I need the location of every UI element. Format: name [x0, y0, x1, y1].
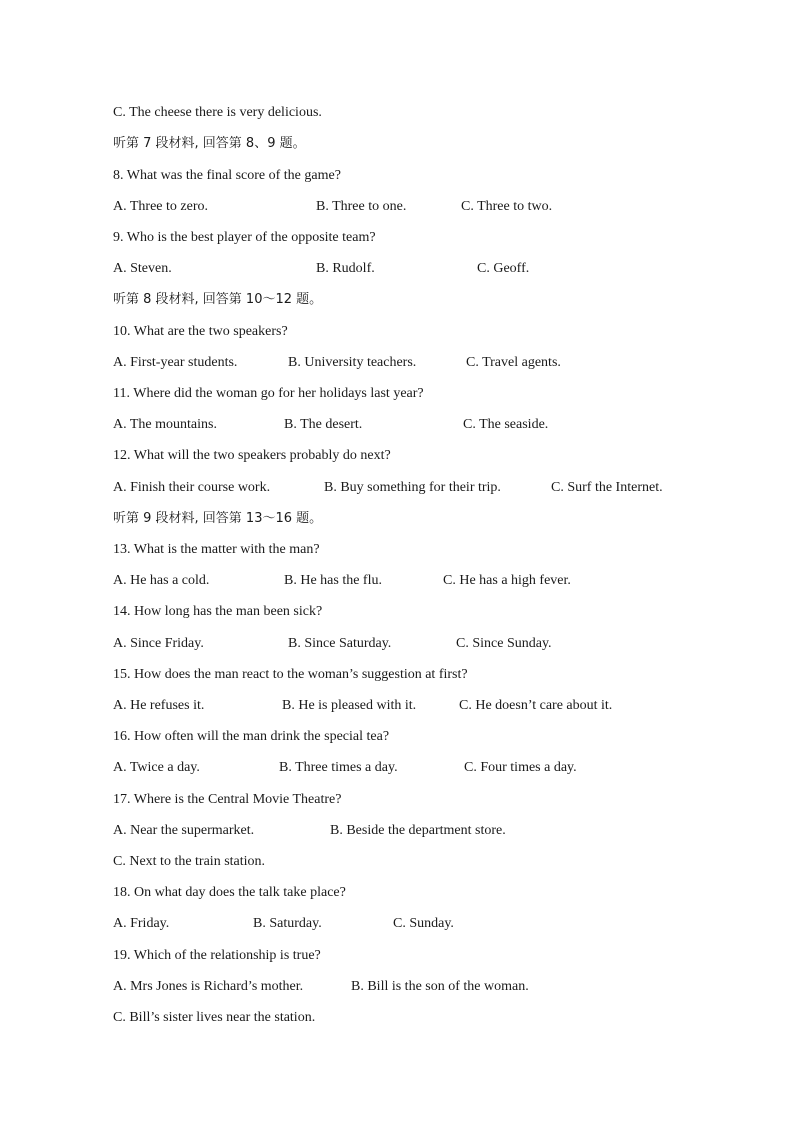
q16-option-c: C. Four times a day.: [464, 760, 577, 775]
q19-option-c: C. Bill’s sister lives near the station.: [113, 1010, 316, 1025]
q18-option-c: C. Sunday.: [393, 916, 454, 931]
question-13: 13. What is the matter with the man?: [113, 542, 320, 557]
q19-option-b: B. Bill is the son of the woman.: [351, 979, 529, 994]
q17-option-a: A. Near the supermarket.: [113, 823, 255, 838]
q9-option-c: C. Geoff.: [477, 261, 530, 276]
question-19-options: [113, 977, 529, 997]
q15-option-a: A. He refuses it.: [113, 698, 205, 713]
q16-option-b: B. Three times a day.: [279, 760, 398, 775]
question-14: 14. How long has the man been sick?: [113, 604, 323, 619]
question-13-options: [113, 571, 571, 591]
q8-option-b: B. Three to one.: [316, 199, 407, 214]
question-10-options: [113, 353, 561, 373]
q11-option-a: A. The mountains.: [113, 417, 217, 432]
question-8-options: [113, 197, 553, 217]
q8-option-a: A. Three to zero.: [113, 199, 208, 214]
q14-option-a: A. Since Friday.: [113, 636, 204, 651]
q13-option-a: A. He has a cold.: [113, 573, 210, 588]
q19-option-a: A. Mrs Jones is Richard’s mother.: [113, 979, 304, 994]
question-17-options: [113, 821, 506, 841]
q14-option-b: B. Since Saturday.: [288, 636, 392, 651]
q18-option-b: B. Saturday.: [253, 916, 322, 931]
q8-option-c: C. Three to two.: [461, 199, 553, 214]
q16-option-a: A. Twice a day.: [113, 760, 200, 775]
q10-option-a: A. First-year students.: [113, 355, 238, 370]
question-14-options: [113, 634, 552, 654]
section-9-instruction: 听第 9 段材料, 回答第 13～16 题。: [113, 511, 323, 526]
q14-option-c: C. Since Sunday.: [456, 636, 552, 651]
q13-option-c: C. He has a high fever.: [443, 573, 571, 588]
q18-option-a: A. Friday.: [113, 916, 170, 931]
question-17: 17. Where is the Central Movie Theatre?: [113, 792, 342, 807]
q9-option-b: B. Rudolf.: [316, 261, 375, 276]
q10-option-c: C. Travel agents.: [466, 355, 561, 370]
q13-option-b: B. He has the flu.: [284, 573, 382, 588]
q17-option-c: C. Next to the train station.: [113, 854, 266, 869]
q15-option-b: B. He is pleased with it.: [282, 698, 417, 713]
question-12: 12. What will the two speakers probably do next?: [113, 448, 391, 463]
question-16: 16. How often will the man drink the special tea?: [113, 729, 390, 744]
q11-option-b: B. The desert.: [284, 417, 363, 432]
question-19: 19. Which of the relationship is true?: [113, 948, 321, 963]
q10-option-b: B. University teachers.: [288, 355, 417, 370]
question-15-options: [113, 696, 613, 716]
q12-option-a: A. Finish their course work.: [113, 480, 271, 495]
question-9: 9. Who is the best player of the opposite team?: [113, 230, 376, 245]
question-15: 15. How does the man react to the woman’s suggestion at first?: [113, 667, 468, 682]
section-7-instruction: 听第 7 段材料, 回答第 8、9 题。: [113, 136, 306, 151]
question-18: 18. On what day does the talk take place?: [113, 885, 346, 900]
q7-option-c: C. The cheese there is very delicious.: [113, 105, 322, 120]
q12-option-b: B. Buy something for their trip.: [324, 480, 501, 495]
question-9-options: [113, 259, 530, 279]
q17-option-b: B. Beside the department store.: [330, 823, 506, 838]
question-10: 10. What are the two speakers?: [113, 324, 288, 339]
question-18-options: [113, 914, 454, 934]
q11-option-c: C. The seaside.: [463, 417, 549, 432]
q15-option-c: C. He doesn’t care about it.: [459, 698, 613, 713]
question-11: 11. Where did the woman go for her holidays last year?: [113, 386, 424, 401]
section-8-instruction: 听第 8 段材料, 回答第 10～12 题。: [113, 292, 323, 307]
q12-option-c: C. Surf the Internet.: [551, 480, 663, 495]
question-16-options: [113, 758, 577, 778]
question-8: 8. What was the final score of the game?: [113, 168, 341, 183]
q9-option-a: A. Steven.: [113, 261, 172, 276]
question-11-options: [113, 415, 549, 435]
question-12-options: [113, 478, 663, 498]
